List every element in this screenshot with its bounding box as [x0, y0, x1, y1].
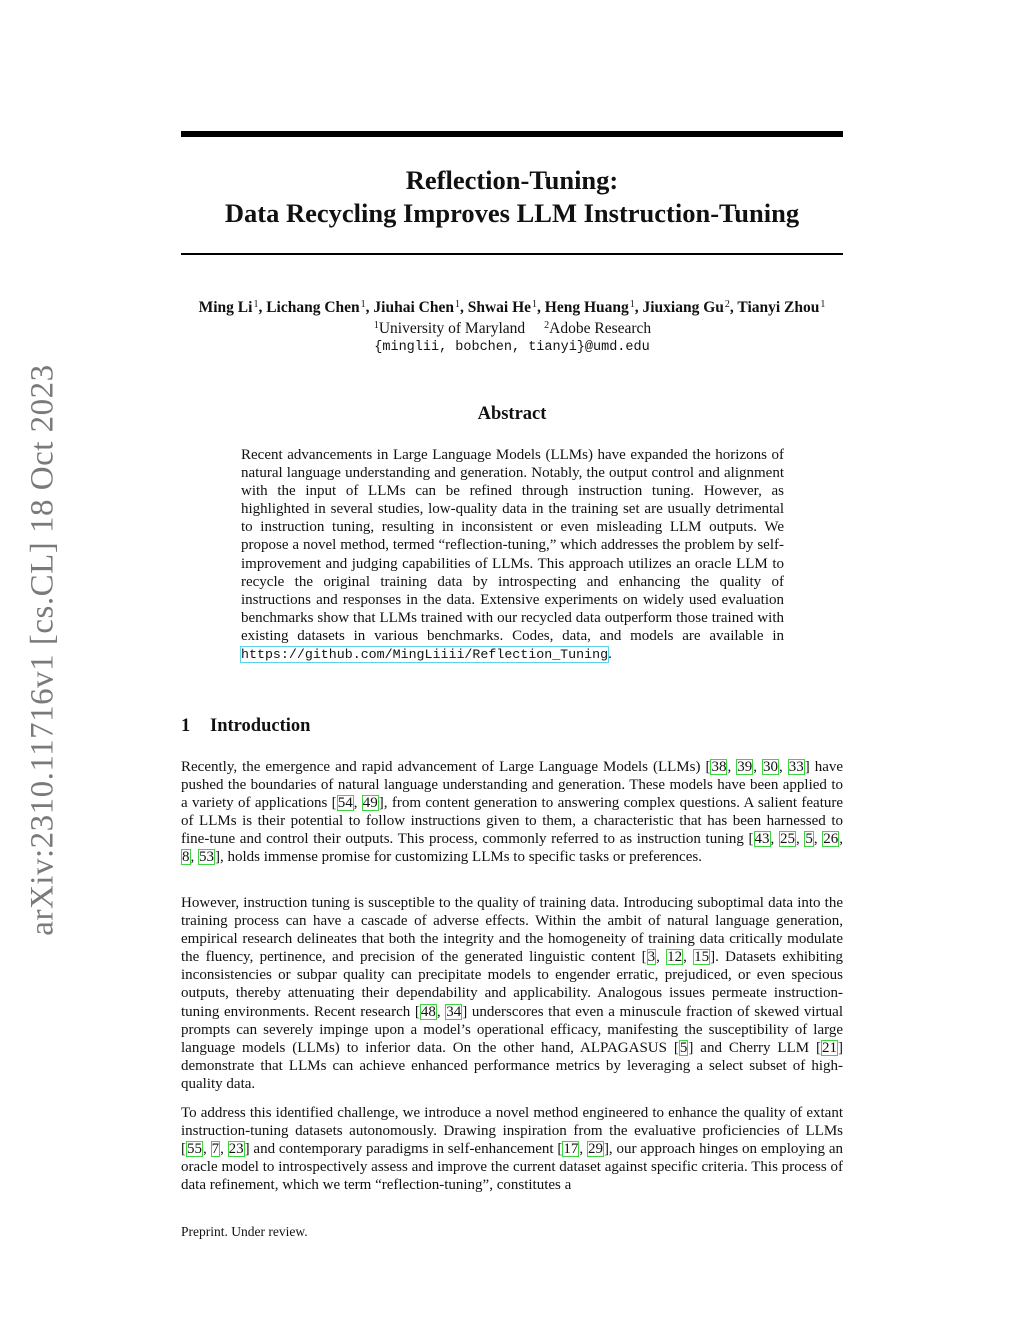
paper-title: [181, 164, 843, 230]
citation-link[interactable]: 12: [667, 949, 683, 966]
author-affiliation-mark: 1: [629, 299, 635, 310]
citation-link[interactable]: 43: [754, 831, 770, 848]
intro-paragraph-2: However, instruction tuning is susceptible to the quality of training data. Introducing suboptimal data into the training process can have a cascade of adverse effects. Within the ambit of natural language generation, empirical research delineates that both the integrity and the homogeneity of training data critically modulate the fluency, pertinence, and precision of the generated linguistic content [3, 12, 15]. Datasets exhibiting inconsistencies or subpar quality can precipitate models to engender erratic, prejudiced, or even specious outputs, thereby attenuating their dependability and applicability. Analogous issues permeate instruction-tuning environments. Recent research [48, 34] underscores that even a minuscule fraction of skewed virtual prompts can severely impinge upon a model’s operational efficacy, manifesting the susceptibility of large language models (LLMs) to inferior data. On the other hand, ALPAGASUS [5] and Cherry LLM [21] demonstrate that LLMs can achieve enhanced performance metrics by leveraging a select subset of high-quality data.: [181, 895, 844, 1092]
citation-link[interactable]: 5: [679, 1039, 688, 1056]
affiliations: [181, 320, 843, 338]
citation-link[interactable]: 33: [788, 759, 804, 775]
citation-link[interactable]: 48: [420, 1003, 436, 1020]
author-name: Heng Huang: [544, 299, 629, 316]
citation-link[interactable]: 17: [563, 1141, 579, 1158]
author-name: Shwai He: [467, 299, 532, 316]
section-heading-introduction: [181, 716, 310, 737]
citation-link[interactable]: 23: [228, 1141, 244, 1158]
citation-link[interactable]: 55: [187, 1141, 202, 1158]
citation-link[interactable]: 15: [694, 949, 710, 966]
abstract-end: .: [608, 646, 612, 663]
title-line-1: Reflection-Tuning:: [405, 165, 619, 195]
section-title: Introduction: [210, 716, 311, 736]
citation-link[interactable]: 53: [199, 849, 214, 866]
intro-paragraph-3: To address this identified challenge, we introduce a novel method engineered to enhance the quality of extant instruction-tuning datasets autonomously. Drawing inspiration from the evaluative proficiencies of LLMs [55, 7, 23] and contemporary paradigms in self-enhancement [17, 29], our approach hinges on employing an oracle model to introspectively assess and improve the current dataset against specific criteria. This process of data refinement, which we term “reflection-tuning”, constitutes a: [181, 1105, 843, 1194]
github-link[interactable]: https://github.com/MingLiiii/Reflection_Tuning: [241, 647, 609, 663]
affiliation-number: 1: [373, 320, 379, 331]
citation-link[interactable]: 26: [823, 831, 839, 848]
author-affiliation-mark: 1: [454, 299, 460, 310]
citation-link[interactable]: 3: [647, 949, 656, 966]
citation-link[interactable]: 29: [587, 1141, 603, 1158]
affiliation-name: Adobe Research: [549, 320, 652, 337]
page-footer: Preprint. Under review.: [181, 1224, 308, 1239]
abstract-text: Recent advancements in Large Language Models (LLMs) have expanded the horizons of natural language understanding and generation. Notably, the output control and alignment with the input of LLMs can be refined through instruction tuning. However, as highlighted in several studies, low-quality data in the training set are usually detrimental to instruction tuning, resulting in inconsistent or even misleading LLM outputs. We propose a novel method, termed “reflection-tuning,” which addresses the problem by self-improvement and judging capabilities of LLMs. This approach utilizes an oracle LLM to recycle the original training data by introspecting and enhancing the quality of instructions and responses in the data. Extensive experiments on widely used evaluation benchmarks show that LLMs trained with our recycled data outperform those trained with existing datasets in various benchmarks. Codes, data, and models are available in: [241, 447, 784, 644]
author-affiliation-mark: 1: [360, 299, 366, 310]
citation-link[interactable]: 25: [779, 831, 795, 848]
citation-link[interactable]: 7: [211, 1141, 220, 1158]
author-affiliation-mark: 1: [253, 299, 259, 310]
citation-link[interactable]: 30: [762, 759, 778, 775]
citation-link[interactable]: 5: [805, 831, 813, 848]
author-name: Jiuxiang Gu: [642, 299, 724, 316]
citation-link[interactable]: 8: [182, 849, 190, 866]
author-name: Tianyi Zhou: [737, 299, 820, 316]
author-affiliation-mark: 1: [820, 299, 826, 310]
author-affiliation-mark: 1: [532, 299, 538, 310]
citation-link[interactable]: 38: [711, 759, 727, 775]
arxiv-identifier: arXiv:2310.11716v1 [cs.CL] 18 Oct 2023: [24, 364, 61, 936]
citation-link[interactable]: 21: [822, 1039, 837, 1056]
affiliation-name: University of Maryland: [378, 320, 526, 337]
arxiv-sidebar-stamp: [22, 360, 64, 940]
author-list: Ming Li$^1$, Lichang Chen$^1$, Jiuhai Chen$^1$, Shwai He$^1$, Heng Huang$^1$, Jiuxiang Gu$^2$, Tianyi Zhou$^1$: [198, 299, 826, 316]
intro-paragraph-1: Recently, the emergence and rapid advancement of Large Language Models (LLMs) [38, 39, 30, 33] have pushed the boundaries of natural language understanding and generation. These models have been applied to a variety of applications [54, 49], from content generation to answering complex questions. A salient feature of LLMs is their potential to follow instructions given to them, a characteristic that has been harnessed to fine-tune and control their outputs. This process, commonly referred to as instruction tuning [43, 25, 5, 26, 8, 53], holds immense promise for customizing LLMs to specific tasks or preferences.: [181, 759, 844, 866]
section-number: 1: [181, 716, 191, 736]
affiliation-number: 2: [544, 320, 550, 331]
author-name: Jiuhai Chen: [373, 299, 454, 316]
citation-link[interactable]: 54: [337, 795, 353, 812]
citation-link[interactable]: 49: [362, 795, 378, 812]
abstract-body: [241, 446, 784, 664]
author-name: Ming Li: [198, 299, 253, 316]
title-top-rule: [181, 131, 843, 137]
title-line-2: Data Recycling Improves LLM Instruction-Tuning: [224, 198, 800, 228]
title-bottom-rule: [181, 253, 843, 255]
author-affiliation-mark: 2: [724, 299, 730, 310]
citation-link[interactable]: 39: [737, 759, 753, 775]
citation-link[interactable]: 34: [446, 1003, 462, 1020]
author-name: Lichang Chen: [266, 299, 360, 316]
abstract-heading: Abstract: [477, 404, 547, 424]
author-email: {minglii, bobchen, tianyi}@umd.edu: [374, 340, 650, 355]
